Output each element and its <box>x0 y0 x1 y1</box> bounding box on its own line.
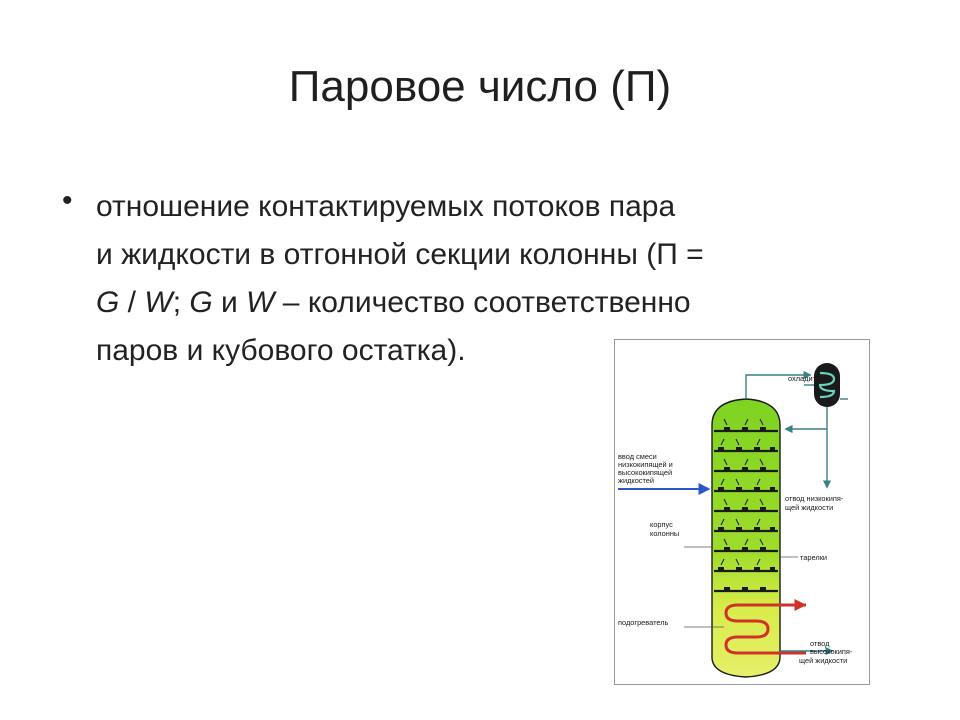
label-feed-2: низкокипящей и <box>618 460 673 469</box>
column-body <box>712 399 780 677</box>
label-cooler: охладитель <box>788 374 828 383</box>
label-feed-1: ввод смеси <box>618 452 657 461</box>
label-trays: тарелки <box>800 553 828 562</box>
label-feed-4: жидкостей <box>618 476 655 485</box>
label-feed-3: высококипящей <box>618 468 673 477</box>
bullet-line-3-rest: – количество соответственно <box>274 286 691 319</box>
label-column-body-1: корпус <box>650 520 673 529</box>
bullet-line-4: паров и кубового остатка). <box>96 334 466 367</box>
symbol-g: G <box>96 286 120 319</box>
distillation-column-svg <box>614 339 870 685</box>
slide-title: Паровое число (П) <box>288 62 672 111</box>
label-high-boiling-1: отвод <box>810 639 830 648</box>
symbol-w-2: W <box>246 286 275 319</box>
label-low-boiling-1: отвод низкокипя- <box>785 494 844 503</box>
label-heater: подогреватель <box>618 618 669 627</box>
symbol-g-2: G <box>189 286 213 319</box>
bullet-line-1: отношение контактируемых потоков пара <box>96 190 676 223</box>
and-text: и <box>212 286 247 319</box>
slash-text: / <box>119 286 145 319</box>
semicolon-text: ; <box>172 286 190 319</box>
label-column-body-2: колонны <box>650 529 680 538</box>
symbol-w: W <box>144 286 173 319</box>
label-low-boiling-2: щей жидкости <box>785 503 834 512</box>
label-high-boiling-3: щей жидкости <box>799 656 848 665</box>
bullet-line-2: и жидкости в отгонной секции колонны (П = <box>96 238 704 271</box>
label-high-boiling-2: высококипя- <box>810 647 853 656</box>
distillation-column-figure <box>614 339 870 685</box>
bullet-dot: • <box>62 184 73 217</box>
